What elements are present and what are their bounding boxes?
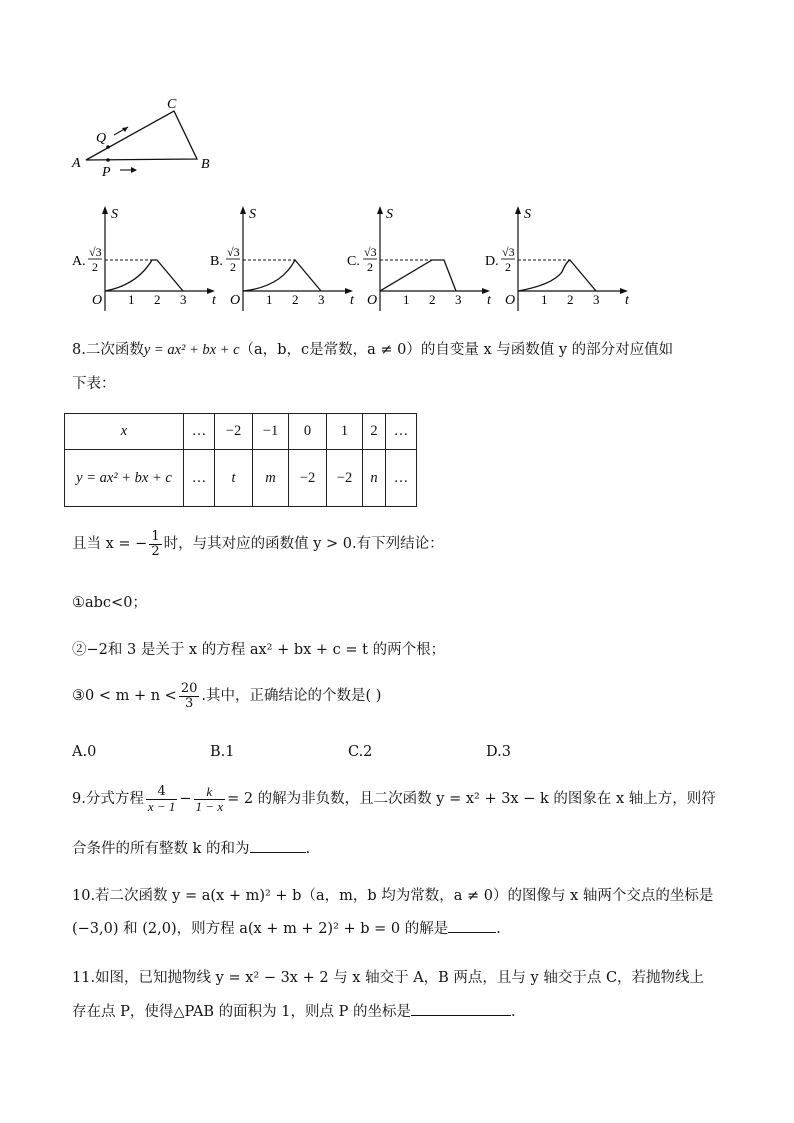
tick-label: 1 <box>541 292 548 307</box>
table-cell: −2 <box>215 414 253 450</box>
q9-answer-blank[interactable] <box>250 838 306 853</box>
q9-a: 9.分式方程 <box>72 791 144 808</box>
frac-denominator: 2 <box>151 543 160 559</box>
origin-label: O <box>367 293 378 308</box>
q8-conclusion-2: ②−2和 3 是关于 x 的方程 ax² + bx + c = t 的两个根； <box>72 642 446 658</box>
table-cell: n <box>363 450 386 507</box>
q8-stem-c: 下表： <box>72 376 116 392</box>
tick-label: 1 <box>128 292 135 307</box>
q8-cond-b: 时，与其对应的函数值 y > 0.有下列结论： <box>163 536 444 553</box>
tick-label: 2 <box>567 292 574 307</box>
s-label: S <box>386 207 393 222</box>
option-label: A. <box>72 254 86 269</box>
label-p: P <box>102 165 111 180</box>
point-p <box>106 158 110 162</box>
origin-label: O <box>505 293 516 308</box>
table-cell: … <box>386 450 417 507</box>
q10-b: (−3,0) 和 (2,0)，则方程 a(x + m + 2)² + b = 0 的解是 <box>72 921 449 937</box>
q8-option-c[interactable]: C.2 <box>348 744 373 760</box>
label-b: B <box>201 157 210 172</box>
frac-denominator: 1 − x <box>195 798 224 814</box>
y-value-numerator: √3 <box>227 245 240 259</box>
tick-label: 3 <box>593 292 600 307</box>
option-label: B. <box>210 254 223 269</box>
frac-denominator: 3 <box>184 695 194 711</box>
frac-numerator: 4 <box>146 785 178 800</box>
graph-curve <box>380 260 456 291</box>
q9-b: = 2 的解为非负数，且二次函数 y = x² + 3x − k 的图象在 x 轴上方，则符 <box>227 791 716 808</box>
tick-label: 1 <box>266 292 273 307</box>
graph-c <box>347 206 492 311</box>
q8-option-d[interactable]: D.3 <box>486 744 511 760</box>
s-axis-arrow <box>102 206 108 214</box>
y-value-denominator: 2 <box>367 260 373 274</box>
q8-option-a[interactable]: A.0 <box>72 744 97 760</box>
q8-conclusion-3 <box>72 682 381 710</box>
q8-stem-line1 <box>72 338 673 359</box>
table-cell: … <box>184 450 215 507</box>
frac-numerator: k <box>194 785 226 800</box>
answer-graphs <box>60 200 680 312</box>
y-value-denominator: 2 <box>230 260 236 274</box>
origin-label: O <box>230 293 241 308</box>
tick-label: 1 <box>403 292 410 307</box>
q11-line2 <box>72 1000 516 1021</box>
q8-condition <box>72 530 444 558</box>
triangle-figure <box>66 90 226 180</box>
option-label: C. <box>347 254 360 269</box>
graph-curve <box>518 260 596 291</box>
frac-numerator: 1 <box>151 529 160 544</box>
t-label: t <box>212 293 216 308</box>
q8-c3-b: .其中，正确结论的个数是( ) <box>201 688 382 705</box>
y-value-numerator: √3 <box>502 245 515 259</box>
q8-option-b[interactable]: B.1 <box>210 744 235 760</box>
q8-func: y = ax² + bx + c <box>143 342 240 358</box>
y-value-numerator: √3 <box>89 245 102 259</box>
s-label: S <box>249 207 256 222</box>
label-q: Q <box>96 131 107 146</box>
q8-stem-a: 8.二次函数 <box>72 342 144 358</box>
table-cell: y = ax² + bx + c <box>65 450 184 507</box>
table-cell: 2 <box>363 414 386 450</box>
table-row <box>65 414 417 450</box>
table-cell: −1 <box>253 414 289 450</box>
table-cell: −2 <box>289 450 327 507</box>
arrowhead-p <box>131 167 137 173</box>
q9-minus: − <box>179 791 192 808</box>
table-cell: x <box>65 414 184 450</box>
fraction-one-half <box>149 530 161 558</box>
table-row <box>65 450 417 507</box>
graph-a <box>72 206 217 311</box>
y-value-denominator: 2 <box>92 260 98 274</box>
tick-label: 3 <box>318 292 325 307</box>
fraction-k-over-1-x <box>194 785 226 813</box>
table-cell: −2 <box>327 450 363 507</box>
frac-numerator: 20 <box>180 681 198 696</box>
q8-conclusion-1: ①abc<0； <box>72 595 147 611</box>
q8-cond-a: 且当 x = − <box>72 536 148 553</box>
q9-c: 合条件的所有整数 k 的和为 <box>72 841 250 857</box>
q8-stem-line2 <box>72 372 116 393</box>
table-cell: 0 <box>289 414 327 450</box>
s-axis-arrow <box>515 206 521 214</box>
option-label: D. <box>485 254 499 269</box>
q10-period: . <box>496 921 501 937</box>
label-a: A <box>72 156 81 171</box>
q10-line1: 10.若二次函数 y = a(x + m)² + b（a，m，b 均为常数，a ≠ 0）的图像与 x 轴两个交点的坐标是 <box>72 888 714 904</box>
origin-label: O <box>92 293 103 308</box>
tick-label: 2 <box>429 292 436 307</box>
q11-line1: 11.如图，已知抛物线 y = x² − 3x + 2 与 x 轴交于 A，B 两点，且与 y 轴交于点 C，若抛物线上 <box>72 970 705 986</box>
t-label: t <box>487 293 491 308</box>
q11-answer-blank[interactable] <box>411 1001 511 1016</box>
q9-period: . <box>305 841 311 857</box>
table-cell: … <box>184 414 215 450</box>
t-label: t <box>625 293 629 308</box>
tick-label: 3 <box>180 292 187 307</box>
q9-line1 <box>72 785 716 813</box>
s-axis-arrow <box>377 206 383 214</box>
fraction-4-over-x-1 <box>146 785 178 813</box>
q10-answer-blank[interactable] <box>448 918 496 933</box>
y-value-numerator: √3 <box>364 245 377 259</box>
s-label: S <box>524 207 531 222</box>
graph-curve <box>105 260 183 291</box>
t-label: t <box>350 293 354 308</box>
tick-label: 2 <box>154 292 161 307</box>
q8-c3-a: ③0 < m + n < <box>72 688 177 705</box>
label-c: C <box>167 97 177 112</box>
tick-label: 2 <box>292 292 299 307</box>
q9-line2 <box>72 837 310 858</box>
y-value-denominator: 2 <box>505 260 511 274</box>
table-cell: … <box>386 414 417 450</box>
tick-label: 3 <box>455 292 462 307</box>
fraction-twenty-thirds <box>179 682 200 710</box>
q11-b: 存在点 P，使得△PAB 的面积为 1，则点 P 的坐标是 <box>72 1004 411 1020</box>
graph-d <box>485 206 630 311</box>
frac-denominator: x − 1 <box>147 798 176 814</box>
table-cell: t <box>215 450 253 507</box>
q11-period: . <box>511 1004 516 1020</box>
graph-b <box>210 206 355 311</box>
value-table <box>64 413 417 507</box>
s-label: S <box>111 207 118 222</box>
table-cell: 1 <box>327 414 363 450</box>
point-q <box>106 145 110 149</box>
s-axis-arrow <box>240 206 246 214</box>
table-cell: m <box>253 450 289 507</box>
q8-stem-b: （a，b，c是常数，a ≠ 0）的自变量 x 与函数值 y 的部分对应值如 <box>239 342 674 358</box>
graph-curve <box>243 260 321 291</box>
q10-line2 <box>72 917 501 938</box>
